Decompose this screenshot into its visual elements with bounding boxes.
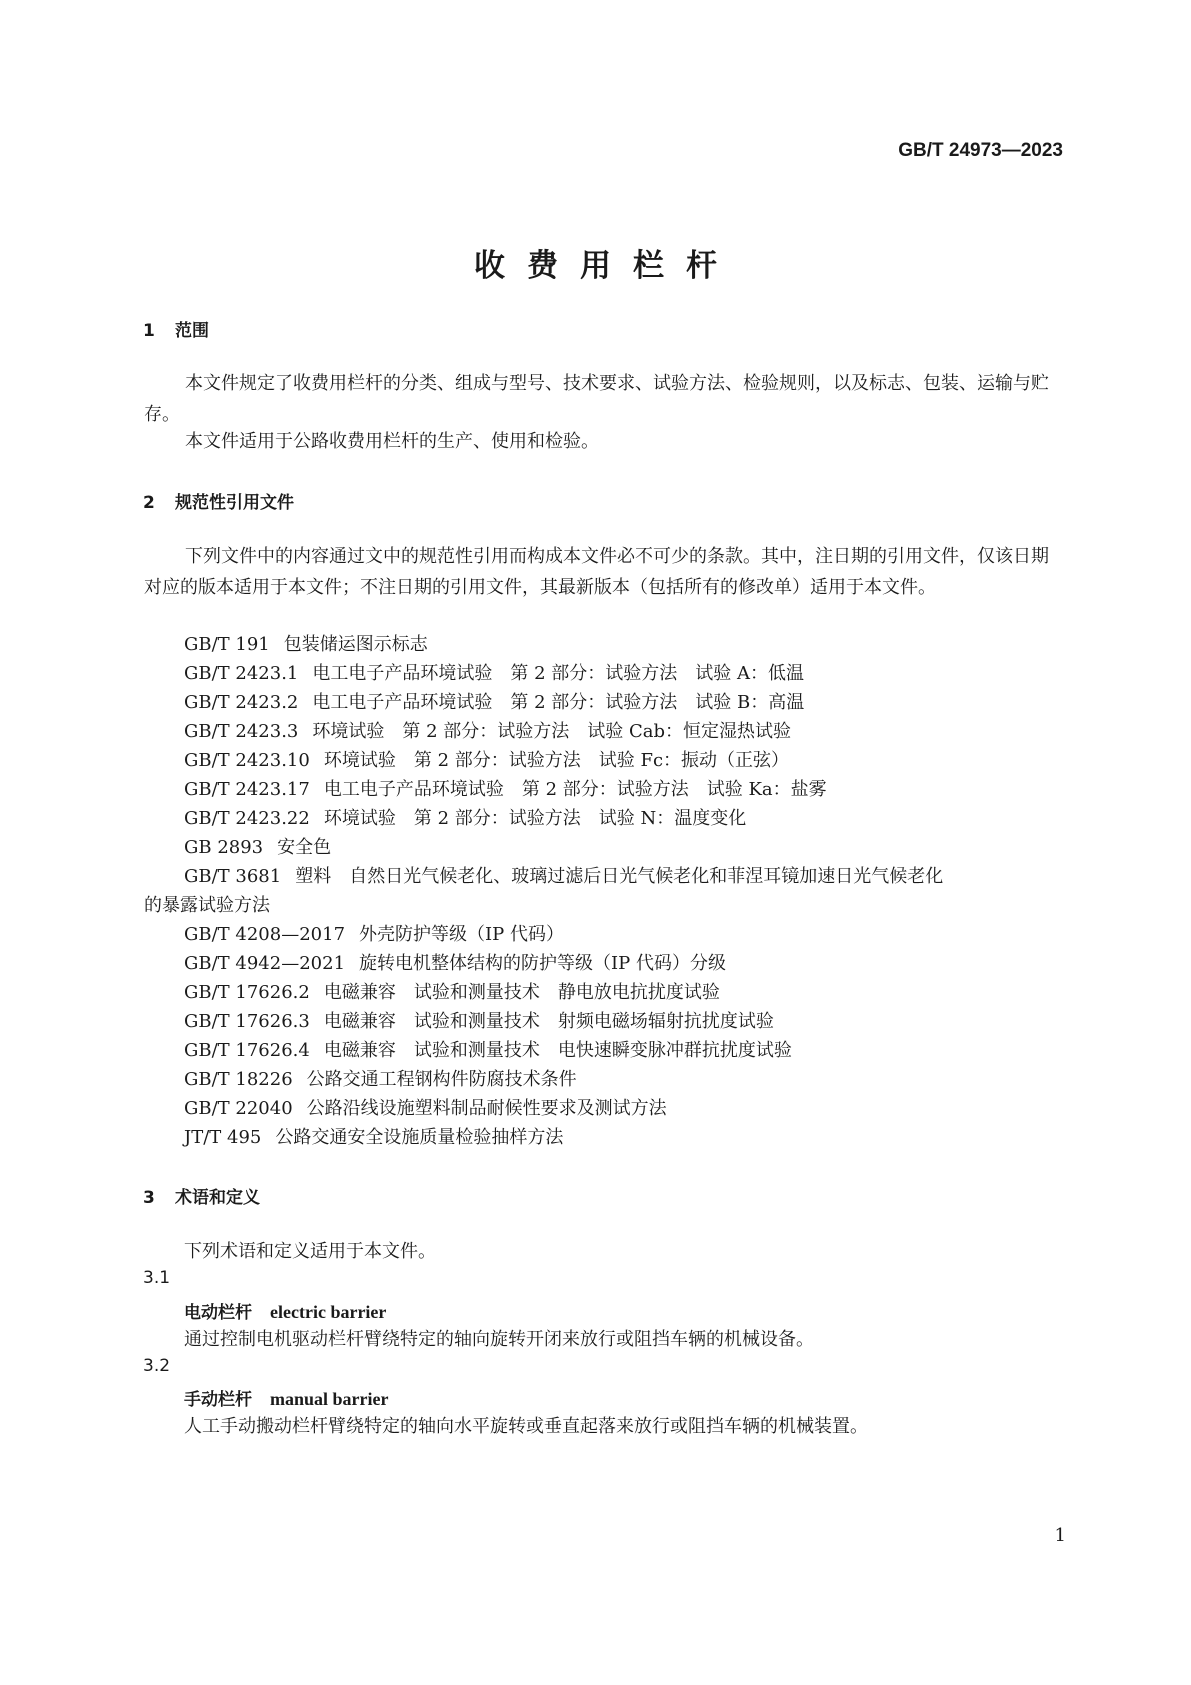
document-number: GB/T 24973—2023 xyxy=(898,140,1063,161)
section-number: 2 xyxy=(143,493,155,513)
reference-item xyxy=(184,804,746,830)
reference-code: GB/T 2423.10 xyxy=(184,750,310,771)
reference-title: 塑料 自然日光气候老化、玻璃过滤后日光气候老化和菲涅耳镜加速日光气候老化 xyxy=(295,866,944,887)
reference-item xyxy=(184,862,943,888)
paragraph: 下列文件中的内容通过文中的规范性引用而构成本文件必不可少的条款。其中，注日期的引用文件，仅该日期对应的版本适用于本文件；不注日期的引用文件，其最新版本（包括所有的修改单）适用于本文件。 xyxy=(144,546,1049,598)
reference-item xyxy=(184,717,791,743)
reference-title: 电工电子产品环境试验 第 2 部分：试验方法 试验 Ka：盐雾 xyxy=(323,779,827,800)
reference-code: GB/T 22040 xyxy=(184,1098,293,1119)
term-zh: 手动栏杆 xyxy=(184,1390,252,1410)
reference-code: GB/T 2423.3 xyxy=(184,721,299,742)
reference-item xyxy=(184,746,789,772)
paragraph: 下列术语和定义适用于本文件。 xyxy=(184,1241,436,1262)
reference-code: GB/T 2423.22 xyxy=(184,808,310,829)
section-number: 1 xyxy=(143,321,155,341)
reference-code: GB/T 3681 xyxy=(184,866,282,887)
reference-item xyxy=(184,1007,774,1033)
page-title: 收费用栏杆 xyxy=(474,248,739,284)
reference-code: GB/T 18226 xyxy=(184,1069,293,1090)
reference-title: 环境试验 第 2 部分：试验方法 试验 N：温度变化 xyxy=(323,808,747,829)
section-heading xyxy=(143,488,294,513)
section-title: 术语和定义 xyxy=(175,1188,260,1208)
clause-number: 3.2 xyxy=(143,1356,171,1376)
reference-item xyxy=(184,1123,563,1149)
reference-code: GB/T 2423.1 xyxy=(184,663,299,684)
term-heading xyxy=(184,1385,389,1410)
reference-code: GB/T 17626.3 xyxy=(184,1011,310,1032)
page-number: 1 xyxy=(1054,1525,1066,1546)
reference-code: GB 2893 xyxy=(184,837,264,858)
paragraph: 本文件适用于公路收费用栏杆的生产、使用和检验。 xyxy=(185,431,599,452)
reference-code: GB/T 17626.4 xyxy=(184,1040,310,1061)
reference-item xyxy=(184,659,804,685)
reference-title: 电工电子产品环境试验 第 2 部分：试验方法 试验 B：高温 xyxy=(312,692,805,713)
reference-title: 外壳防护等级（IP 代码） xyxy=(359,924,564,945)
reference-title: 包装储运图示标志 xyxy=(283,634,428,655)
reference-title: 公路交通工程钢构件防腐技术条件 xyxy=(306,1069,577,1090)
reference-code: GB/T 191 xyxy=(184,634,270,655)
term-heading xyxy=(184,1298,386,1323)
reference-title: 旋转电机整体结构的防护等级（IP 代码）分级 xyxy=(359,953,726,974)
term-zh: 电动栏杆 xyxy=(184,1303,252,1323)
reference-title: 公路交通安全设施质量检验抽样方法 xyxy=(275,1127,564,1148)
reference-item xyxy=(184,1065,577,1091)
reference-title: 电磁兼容 试验和测量技术 静电放电抗扰度试验 xyxy=(323,982,720,1003)
reference-code: GB/T 2423.17 xyxy=(184,779,310,800)
term-en: manual barrier xyxy=(270,1389,389,1409)
section-title: 规范性引用文件 xyxy=(175,493,294,513)
reference-code: GB/T 2423.2 xyxy=(184,692,299,713)
term-definition: 人工手动搬动栏杆臂绕特定的轴向水平旋转或垂直起落来放行或阻挡车辆的机械装置。 xyxy=(184,1416,868,1437)
clause-number: 3.1 xyxy=(143,1268,171,1288)
reference-code: GB/T 17626.2 xyxy=(184,982,310,1003)
reference-item xyxy=(184,949,726,975)
reference-item xyxy=(184,978,720,1004)
section-heading xyxy=(143,316,209,341)
reference-title: 环境试验 第 2 部分：试验方法 试验 Cab：恒定湿热试验 xyxy=(312,721,792,742)
reference-item xyxy=(184,630,428,656)
reference-item xyxy=(184,920,564,946)
reference-code: GB/T 4942—2021 xyxy=(184,953,346,974)
reference-item xyxy=(184,833,331,859)
section-heading xyxy=(143,1183,260,1208)
reference-item xyxy=(184,688,804,714)
reference-title: 电工电子产品环境试验 第 2 部分：试验方法 试验 A：低温 xyxy=(312,663,805,684)
reference-item xyxy=(184,775,827,801)
reference-code: GB/T 4208—2017 xyxy=(184,924,346,945)
reference-code: JT/T 495 xyxy=(184,1127,262,1148)
reference-title: 安全色 xyxy=(277,837,332,858)
reference-title: 公路沿线设施塑料制品耐候性要求及测试方法 xyxy=(306,1098,667,1119)
reference-title: 电磁兼容 试验和测量技术 电快速瞬变脉冲群抗扰度试验 xyxy=(323,1040,792,1061)
reference-item xyxy=(184,1036,792,1062)
term-definition: 通过控制电机驱动栏杆臂绕特定的轴向旋转开闭来放行或阻挡车辆的机械设备。 xyxy=(184,1329,814,1350)
term-en: electric barrier xyxy=(270,1302,387,1322)
reference-title: 电磁兼容 试验和测量技术 射频电磁场辐射抗扰度试验 xyxy=(323,1011,774,1032)
section-title: 范围 xyxy=(175,321,209,341)
paragraph: 本文件规定了收费用栏杆的分类、组成与型号、技术要求、试验方法、检验规则，以及标志、包装、运输与贮存。 xyxy=(144,373,1049,425)
reference-title-continued: 的暴露试验方法 xyxy=(144,895,270,916)
reference-item xyxy=(184,1094,667,1120)
section-number: 3 xyxy=(143,1188,155,1208)
reference-title: 环境试验 第 2 部分：试验方法 试验 Fc：振动（正弦） xyxy=(323,750,790,771)
